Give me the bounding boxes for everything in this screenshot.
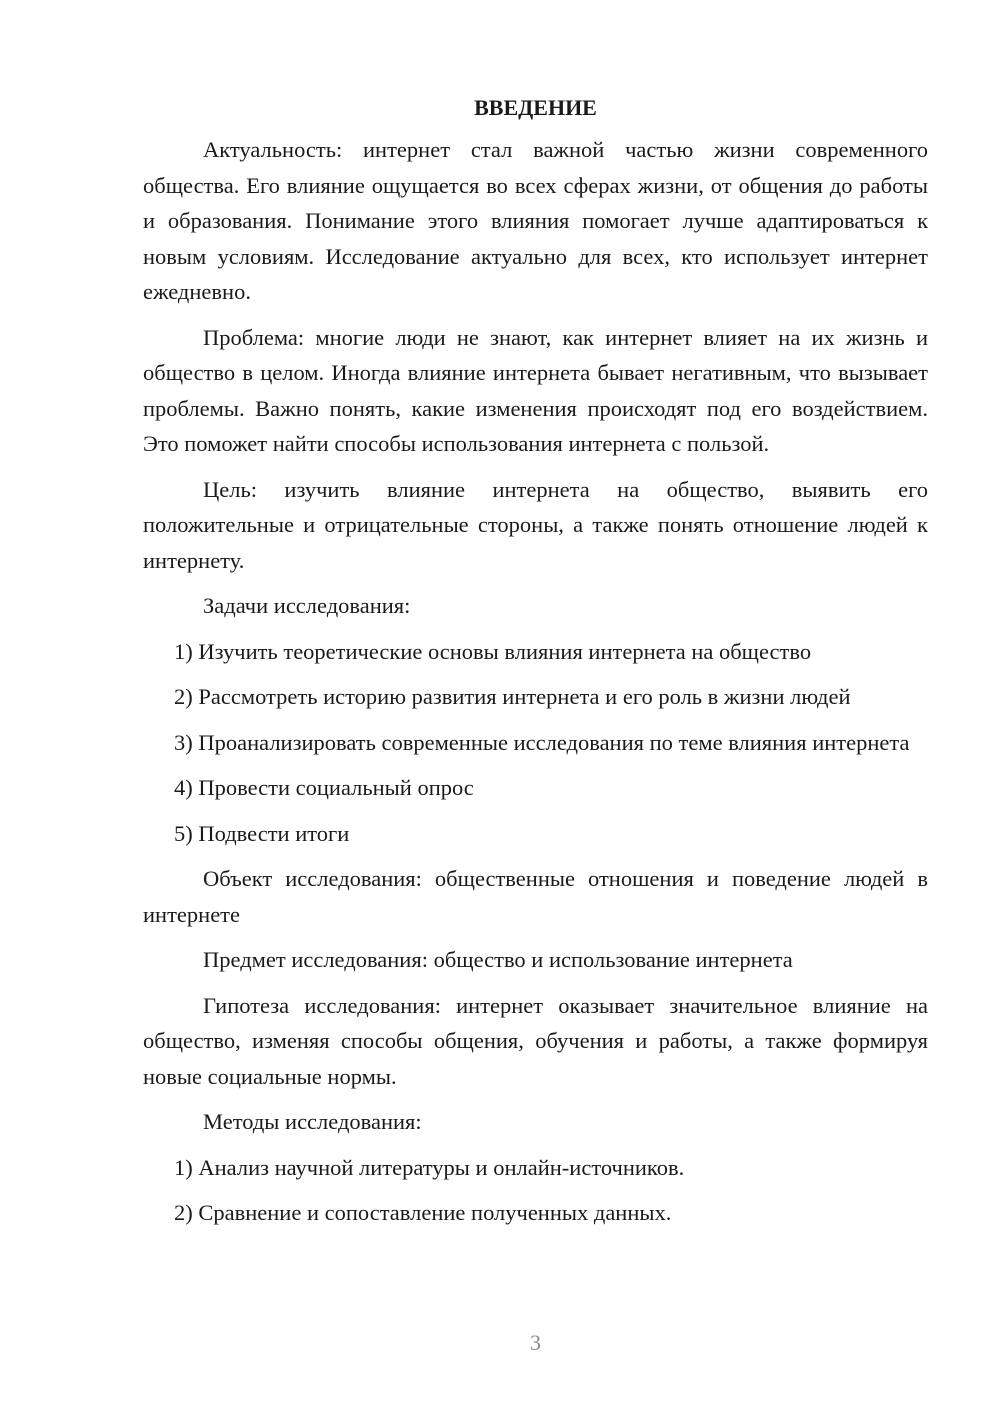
- task-item-2: 2) Рассмотреть историю развития интернета и его роль в жизни людей: [174, 684, 851, 709]
- methods-heading: Методы исследования:: [203, 1109, 422, 1134]
- task-item-4: 4) Провести социальный опрос: [174, 775, 474, 800]
- paragraph-relevance: Актуальность: интернет стал важной частью жизни современного общества. Его влияние ощущается во всех сферах жизни, от общения до работы и образования. Понимание этого влияния помогает лучше адаптироваться к новым условиям. Исследование актуально для всех, кто использует интернет ежедневно.: [143, 137, 928, 304]
- paragraph-problem: Проблема: многие люди не знают, как интернет влияет на их жизнь и общество в целом. Иногда влияние интернета бывает негативным, что вызывает проблемы. Важно понять, какие изменения происходят под его воздействием. Это поможет найти способы использования интернета с пользой.: [143, 324, 928, 456]
- method-item-2: 2) Сравнение и сопоставление полученных данных.: [174, 1200, 672, 1225]
- task-item-5: 5) Подвести итоги: [174, 820, 350, 846]
- document-body: [143, 90, 928, 1241]
- page-number: 3: [530, 1330, 541, 1355]
- tasks-heading: Задачи исследования:: [203, 593, 411, 618]
- paragraph-hypothesis: Гипотеза исследования: интернет оказывает значительное влияние на общество, изменяя способы общения, обучения и работы, а также формируя новые социальные нормы.: [143, 992, 928, 1089]
- task-item-3: 3) Проанализировать современные исследования по теме влияния интернета: [174, 729, 910, 755]
- page-title: ВВЕДЕНИЕ: [474, 95, 597, 120]
- paragraph-object: Объект исследования: общественные отношения и поведение людей в интернете: [143, 866, 928, 927]
- method-item-1: 1) Анализ научной литературы и онлайн-источников.: [174, 1154, 685, 1180]
- paragraph-goal: Цель: изучить влияние интернета на общество, выявить его положительные и отрицательные стороны, а также понять отношение людей к интернету.: [143, 476, 928, 573]
- task-item-1: 1) Изучить теоретические основы влияния интернета на общество: [174, 638, 812, 664]
- paragraph-subject: Предмет исследования: общество и использование интернета: [203, 947, 793, 972]
